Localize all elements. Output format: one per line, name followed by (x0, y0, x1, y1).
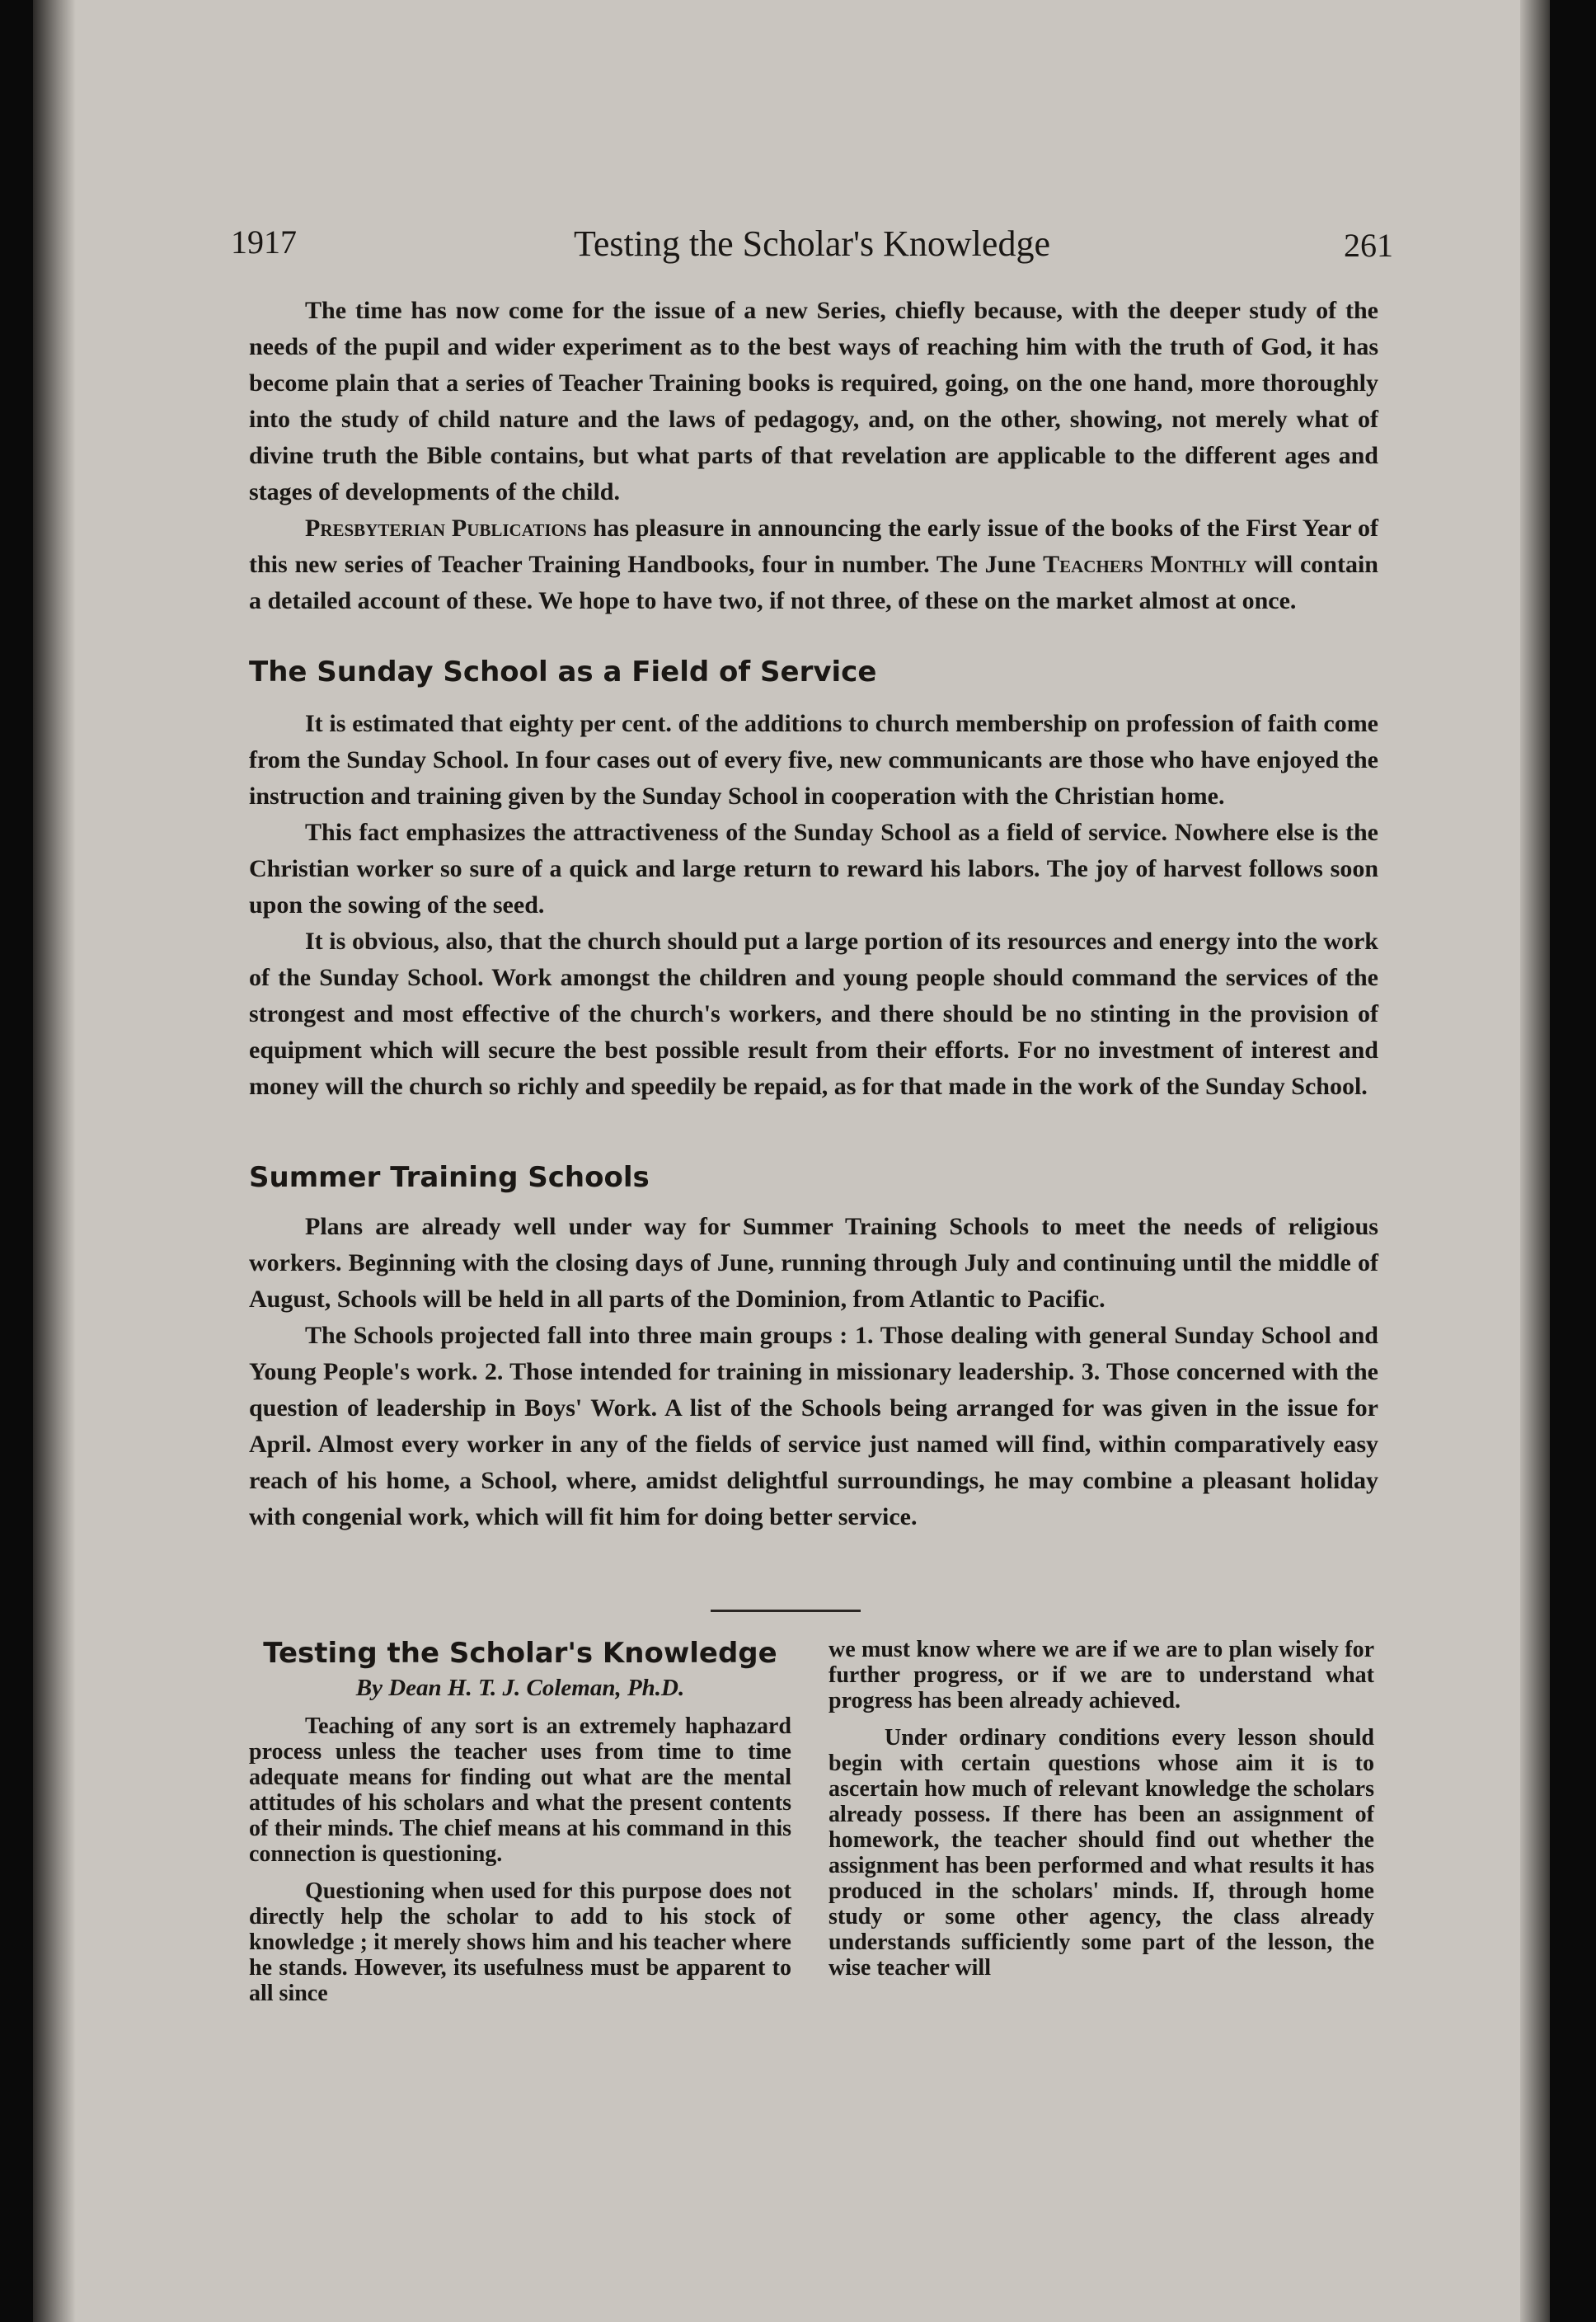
section-divider (711, 1610, 861, 1612)
intro-paragraph-1: The time has now come for the issue of a new Series, chiefly because, with the deeper study of the needs of the pupil and wider experiment as to the best ways of reaching him with the truth of God, it has become plain that a series of Teacher Training books is required, going, on the one hand, more thoroughly into the study of child nature and the laws of pedagogy, and, on the other, showing, not merely what of divine truth the Bible contains, but what parts of that revelation are applicable to the different ages and stages of developments of the child. (249, 297, 1378, 505)
intro-paragraph-2-text-a: has pleasure in announcing the early issue of the books of the First Year of this new series of Teacher Training Handbooks, four in number. The June (249, 515, 1379, 578)
running-head-title: Testing the Scholar's Knowledge (574, 223, 1050, 264)
magazine-name: Teachers Monthly (1043, 551, 1247, 578)
summer-schools-section (249, 1209, 1378, 1535)
summer-schools-paragraph-1: Plans are already well under way for Summer Training Schools to meet the needs of religious workers. Beginning with the closing days of June, running through July and continuing until the middle of August, Schools will be held in all parts of the Dominion, from Atlantic to Pacific. (249, 1213, 1378, 1313)
page-number: 261 (1344, 227, 1393, 264)
section-heading-summer-schools: Summer Training Schools (249, 1161, 650, 1194)
section-heading-sunday-school: The Sunday School as a Field of Service (249, 656, 877, 689)
intro-paragraph-2 (249, 510, 1378, 619)
sunday-school-paragraph-2: This fact emphasizes the attractiveness of the Sunday School as a field of service. Nowhere else is the Christian worker so sure of a quick and large return to reward his labors. The joy of harvest follows soon upon the sowing of the seed. (249, 819, 1378, 919)
running-head (231, 223, 1393, 272)
article-left-column (249, 1637, 791, 2006)
publisher-name: Presbyterian Publications (305, 515, 587, 542)
summer-schools-paragraph-2: The Schools projected fall into three main groups : 1. Those dealing with general Sunday School and Young People's work. 2. Those intended for training in missionary leadership. 3. Those concerned with the question of leadership in Boys' Work. A list of the Schools being arranged for was given in the issue for April. Almost every worker in any of the fields of service just named will find, within comparatively easy reach of his home, a School, where, amidst delightful surroundings, he may combine a pleasant holiday with congenial work, which will fit him for doing better service. (249, 1322, 1378, 1530)
page-year: 1917 (231, 223, 297, 261)
article-left-paragraph-2: Questioning when used for this purpose does not directly help the scholar to add to his stock of knowledge ; it merely shows him and his teacher where he stands. However, its usefulness must be apparent to all since (249, 1878, 791, 2006)
article-right-paragraph-2: Under ordinary conditions every lesson should begin with certain questions whose aim it is to ascertain how much of relevant knowledge the scholars already possess. If there has been an assignment of homework, the teacher should find out whether the assignment has been performed and what results it has produced in the scholars' minds. If, through home study or some other agency, the class already understands sufficiently some part of the lesson, the wise teacher will (829, 1725, 1374, 1981)
intro-paragraph-2-text-b: will contain a detailed account of these. We hope to have two, if not three, of these on the market almost at once. (249, 551, 1378, 614)
sunday-school-paragraph-3: It is obvious, also, that the church should put a large portion of its resources and energy into the work of the Sunday School. Work amongst the children and young people should command the services of the strongest and most effective of the church's workers, and there should be no stinting in the provision of equipment which will secure the best possible result from their efforts. For no investment of interest and money will the church so richly and speedily be repaid, as for that made in the work of the Sunday School. (249, 928, 1378, 1100)
article-right-paragraph-1: we must know where we are if we are to plan wisely for further progress, or if we are to understand what progress has been already achieved. (829, 1637, 1374, 1713)
article-left-paragraph-1: Teaching of any sort is an extremely haphazard process unless the teacher uses from time to time adequate means for finding out what are the mental attitudes of his scholars and what the present contents of their minds. The chief means at his command in this connection is questioning. (249, 1713, 791, 1867)
sunday-school-section (249, 706, 1378, 1105)
book-page (33, 0, 1550, 2322)
article-right-column (829, 1637, 1374, 1981)
sunday-school-paragraph-1: It is estimated that eighty per cent. of the additions to church membership on profession of faith come from the Sunday School. In four cases out of every five, new communicants are those who have enjoyed the instruction and training given by the Sunday School in cooperation with the Christian home. (249, 710, 1378, 810)
article-title: Testing the Scholar's Knowledge (263, 1637, 777, 1670)
article-byline: By Dean H. T. J. Coleman, Ph.D. (355, 1675, 685, 1701)
intro-section (249, 293, 1378, 619)
